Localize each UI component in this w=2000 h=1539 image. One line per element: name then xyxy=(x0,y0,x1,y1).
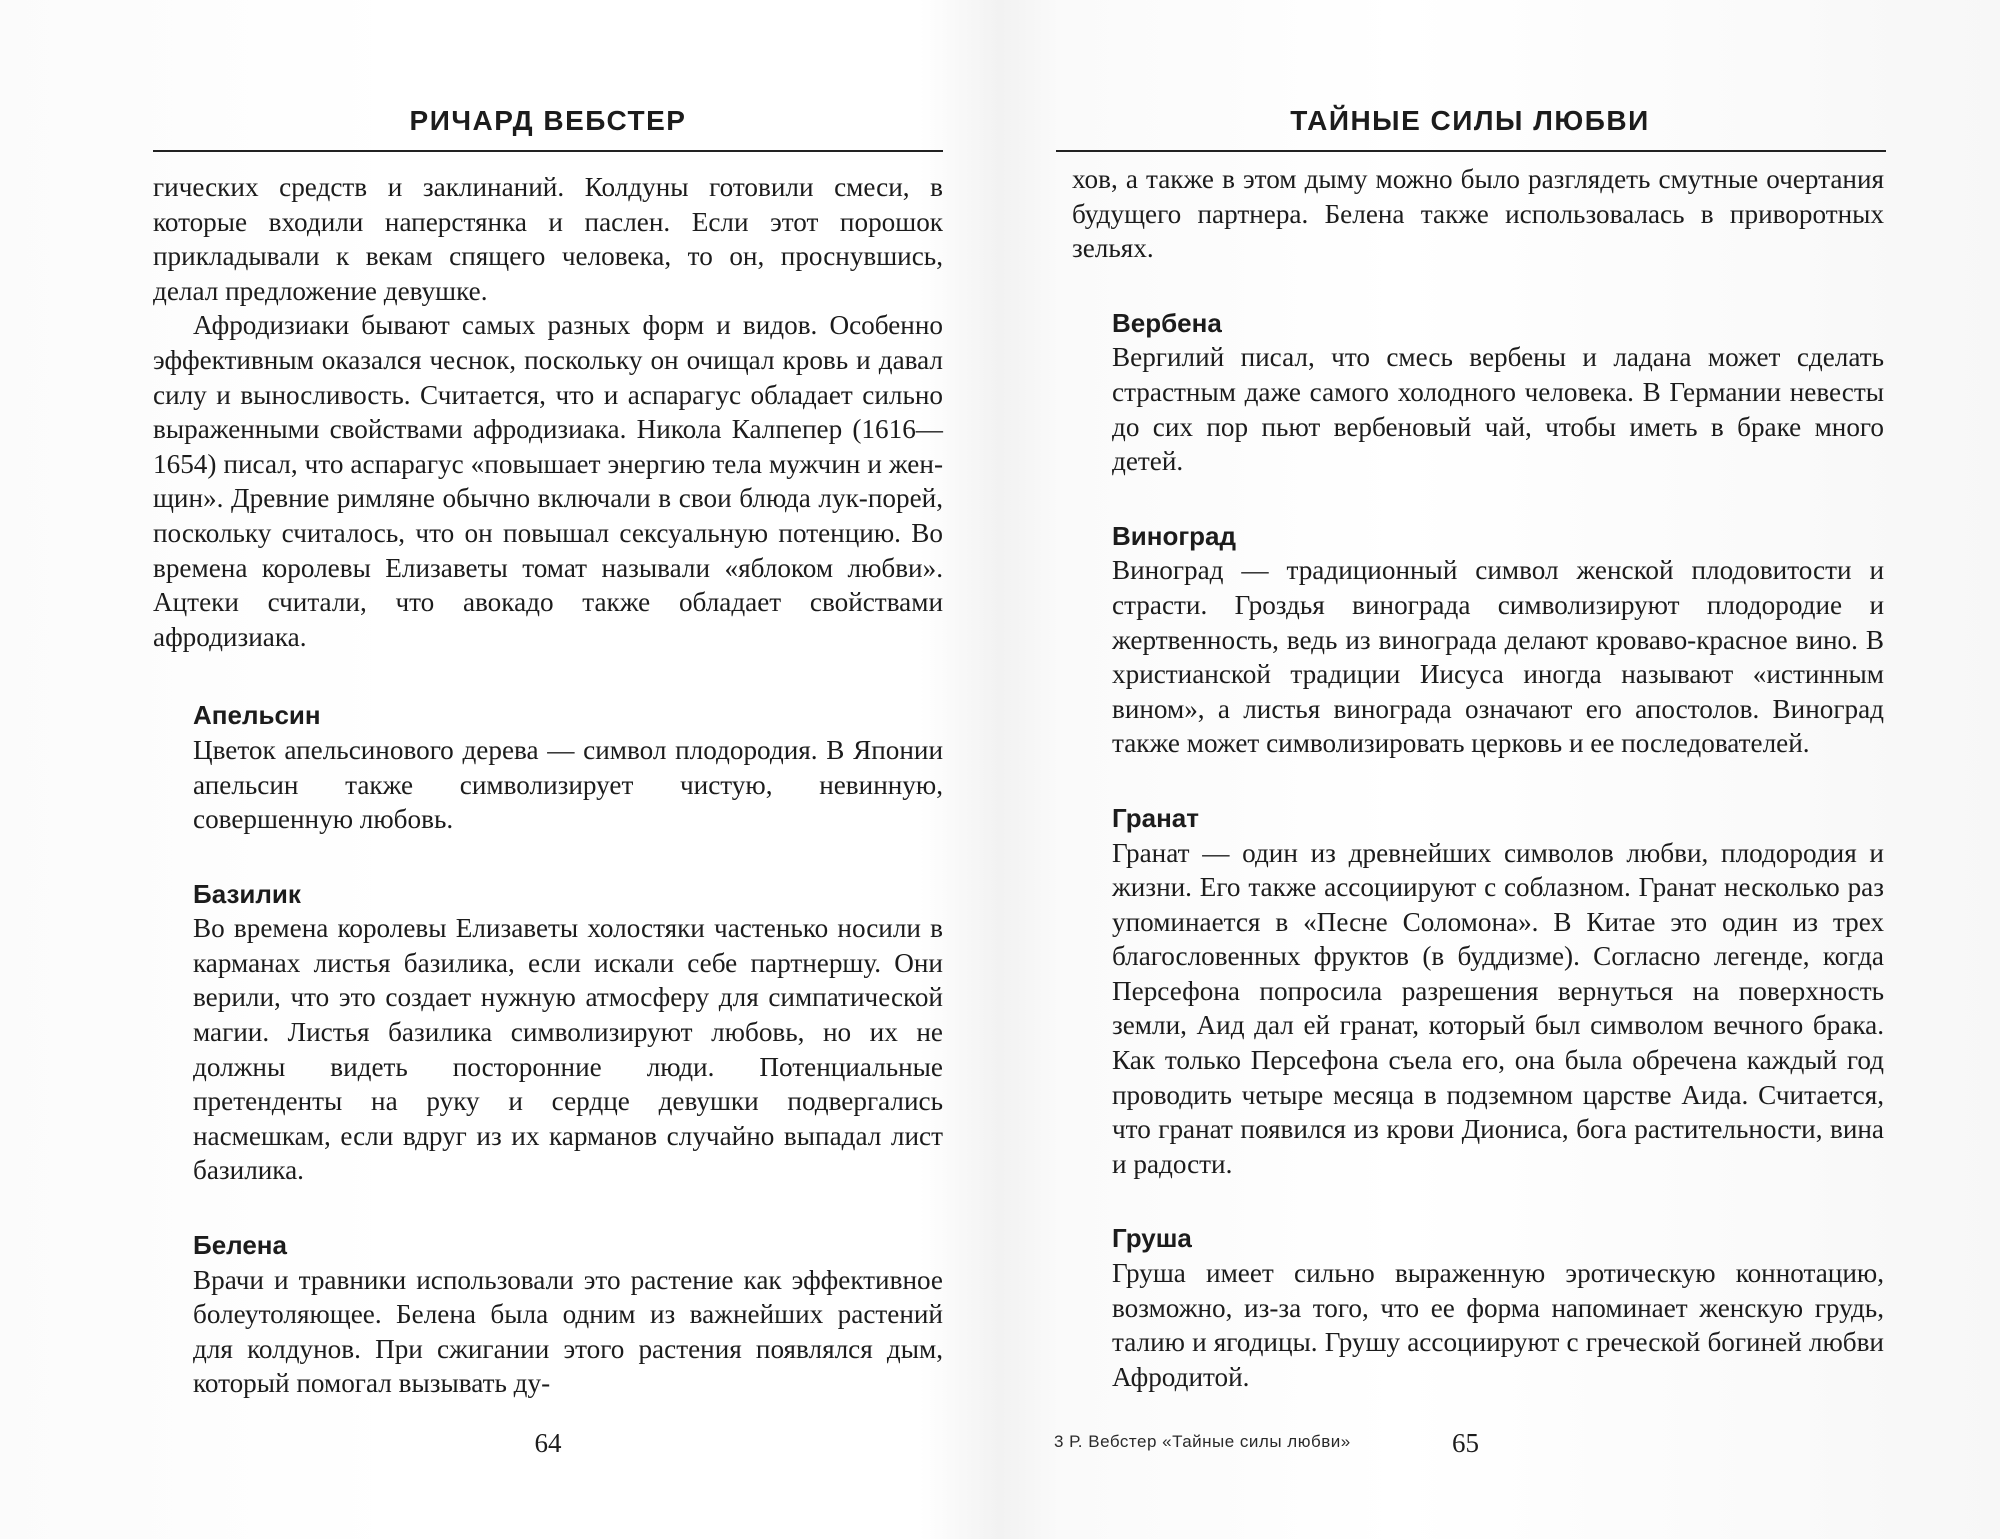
left-page xyxy=(153,0,943,1539)
section-gap xyxy=(153,837,943,877)
section-text-grusha: Груша имеет сильно выраженную эротическую коннотацию, возможно, из-за того, что ее форма напоминает женскую грудь, талию и ягодицы. Грушу ассоциируют с греческой богиней любви Афродитой. xyxy=(1112,1258,1884,1392)
left-page-text xyxy=(153,170,943,1401)
right-page-text xyxy=(1072,162,1884,1394)
section-title-belena: Белена xyxy=(193,1230,287,1261)
section-title-apelsin: Апельсин xyxy=(193,700,321,731)
section-title-grusha: Груша xyxy=(1112,1223,1192,1254)
section-text-granat: Гранат — один из древнейших символов любви, плодородия и жизни. Его также ассоциируют с соблазном. Гранат несколько раз упоминается в «Песне Соломона». В Китае это один из трех благословенных фруктов (в буддизме). Согласно легенде, когда Персефона попросила разрешения вернуться на поверхность земли, Аид дал ей гранат, который был символом вечного брака. Как только Персефона съела его, она была обречена каждый год проводить четыре месяца в подземном царстве Аида. Считается, что гранат появился из крови Диониса, бога растительности, вина и радости. xyxy=(1112,837,1884,1179)
section-title-bazilik: Базилик xyxy=(193,878,301,909)
section-text-belena: Врачи и травники использовали это растение как эффективное болеутоляющее. Белена была одним из важнейших растений для колдунов. При сжигании этого растения появлялся дым, который помогал вызывать ду- xyxy=(193,1264,943,1399)
section-title-granat: Гранат xyxy=(1112,802,1199,833)
body-paragraph: Афродизиаки бывают самых разных форм и видов. Особенно эффективным оказался чеснок, поскольку он очищал кровь и давал силу и выносливость. Считается, что и аспарагус обладает сильно выраженными свойствами афродизиака. Никола Калпепер (1616—1654) писал, что аспарагус «повышает энергию тела мужчин и женщин». Древние римляне обычно включали в свои блюда лук-порей, поскольку считалось, что он повышал сексуальную потенцию. Во времена королевы Елизаветы томат называли «яблоком любви». Ацтеки считали, что авокадо также обладает свойствами афродизиака. xyxy=(153,310,943,652)
section-text-vinograd: Виноград — традиционный символ женской плодовитости и страсти. Гроздья винограда символизируют плодородие и жертвенность, ведь из винограда делают кроваво-красное вино. В христианской традиции Иисуса иногда называют «истинным вином», а листья винограда означают его апостолов. Виноград также может символизировать церковь и ее последователей. xyxy=(1112,555,1884,759)
section-gap xyxy=(153,654,943,698)
section-title-vinograd: Виноград xyxy=(1112,520,1237,551)
section-title-verbena: Вербена xyxy=(1112,307,1222,338)
section-gap xyxy=(153,1188,943,1228)
body-paragraph: хов, а также в этом дыму можно было разглядеть смутные очертания будущего партнера. Белена также использовалась в приворотных зельях. xyxy=(1072,164,1884,264)
running-head-title: ТАЙНЫЕ СИЛЫ ЛЮБВИ xyxy=(1290,105,1650,136)
running-head-author: РИЧАРД ВЕБСТЕР xyxy=(409,105,687,136)
section-text-bazilik: Во времена королевы Елизаветы холостяки частенько носили в карманах листья базилика, если искали себе партнершу. Они верили, что это создает нужную атмосферу для симпатической магии. Листья базилика символизируют любовь, но их не должны видеть посторонние люди. Потенциальные претенденты на руку и сердце девушки подвергались насмешкам, если вдруг из их карманов случайно выпадал лист базилика. xyxy=(193,913,943,1186)
section-gap xyxy=(1072,266,1884,306)
header-rule xyxy=(153,150,943,152)
signature-footnote: 3 Р. Вебстер «Тайные силы любви» xyxy=(1054,1432,1351,1451)
section-gap xyxy=(1072,479,1884,519)
page-number: 65 xyxy=(1452,1428,1479,1458)
section-gap xyxy=(1072,761,1884,801)
section-text-apelsin: Цветок апельсинового дерева — символ плодородия. В Японии апельсин также символизирует чистую, невинную, совершенную любовь. xyxy=(193,734,943,835)
page-number: 64 xyxy=(534,1428,562,1458)
right-page xyxy=(1054,0,1884,1539)
section-text-verbena: Вергилий писал, что смесь вербены и ладана может сделать страстным даже самого холодного человека. В Германии невесты до сих пор пьют вербеновый чай, чтобы иметь в браке много детей. xyxy=(1112,342,1884,477)
section-gap xyxy=(1072,1181,1884,1221)
header-rule xyxy=(1056,150,1886,152)
body-paragraph: гических средств и заклинаний. Колдуны готовили смеси, в которые входили наперстянка и паслен. Если этот порошок прикладывали к векам спящего человека, то он, проснувшись, делал предложение девушке. xyxy=(153,172,943,306)
